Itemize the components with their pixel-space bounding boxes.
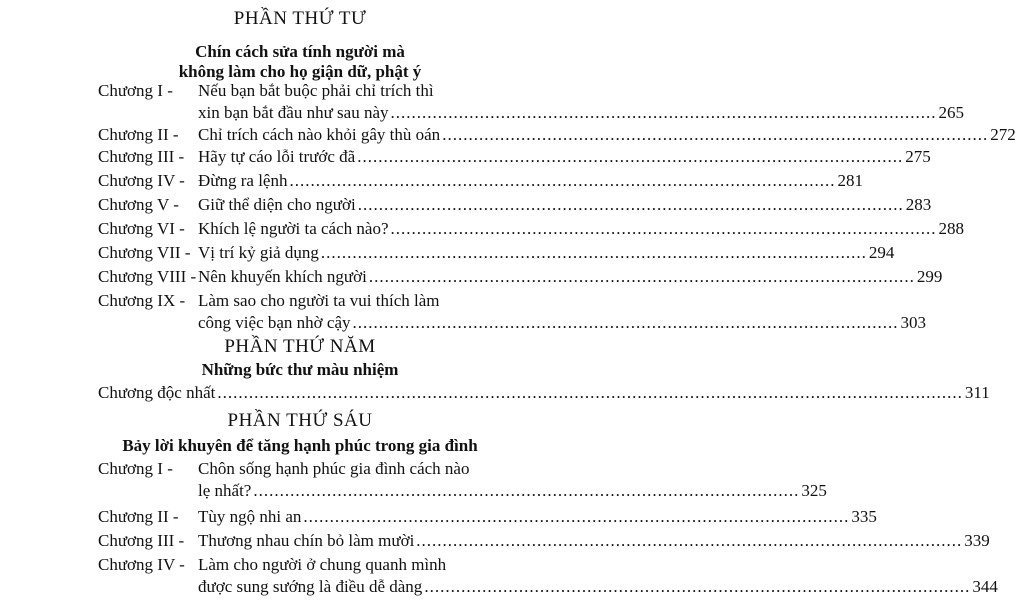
chapter-title-line: Làm sao cho người ta vui thích làm: [198, 291, 440, 310]
page-number: 303: [900, 313, 926, 332]
chapter-label: Chương IX -: [98, 291, 186, 310]
chapter-title-line: Nên khuyến khích người: [198, 267, 367, 286]
part-6-heading-line-1: Bảy lời khuyên để tăng hạnh phúc trong gia đình: [122, 436, 478, 455]
chapter-label: Chương II -: [98, 507, 179, 526]
chapter-title-line: công việc bạn nhờ cậy: [198, 313, 351, 332]
chapter-title-line: Vị trí kỷ giả dụng: [198, 243, 319, 262]
part-5-title: PHẦN THỨ NĂM: [224, 336, 376, 357]
toc-entry[interactable]: [98, 554, 998, 598]
part-4-heading-line-1: Chín cách sửa tính người mà: [195, 42, 405, 61]
chapter-title-line: Chôn sống hạnh phúc gia đình cách nào: [198, 459, 470, 478]
page-number: 275: [905, 147, 931, 166]
leader-dots: ........................................................................................................: [442, 125, 989, 144]
leader-dots: ........................................................................................................: [390, 219, 937, 238]
chapter-title-line: Thương nhau chín bỏ làm mười: [198, 531, 415, 550]
page-number: 335: [851, 507, 877, 526]
page-number: 339: [964, 531, 990, 550]
part-5-heading-line-1: Những bức thư màu nhiệm: [201, 360, 399, 379]
leader-dots: ........................................................................................................: [303, 507, 850, 526]
toc-entry[interactable]: [98, 382, 990, 404]
part-6-heading: [0, 436, 600, 456]
page-number: 288: [938, 219, 964, 238]
chapter-title-line: lẹ nhất?: [198, 481, 252, 500]
chapter-title-line: Làm cho người ở chung quanh mình: [198, 555, 447, 574]
chapter-label: Chương IV -: [98, 171, 185, 190]
toc-entry[interactable]: [98, 290, 926, 334]
leader-dots: ........................................................................................................: [357, 195, 904, 214]
leader-dots: ..............................................................................................................................................: [217, 383, 963, 402]
part-5-heading: [0, 360, 600, 380]
chapter-title-line: Đừng ra lệnh: [198, 171, 288, 190]
chapter-title-line: Giữ thể diện cho người: [198, 195, 356, 214]
leader-dots: ........................................................................................................: [320, 243, 867, 262]
chapter-title-line: Hãy tự cáo lỗi trước đã: [198, 147, 356, 166]
chapter-label: Chương VI -: [98, 219, 185, 238]
chapter-label: Chương I -: [98, 81, 173, 100]
page-number: 265: [938, 103, 965, 122]
leader-dots: ........................................................................................................: [390, 103, 937, 122]
chapter-label: Chương VII -: [98, 243, 191, 262]
chapter-label: Chương VIII -: [98, 267, 197, 286]
page-number: 294: [868, 243, 895, 262]
chapter-label: Chương III -: [98, 531, 185, 550]
chapter-title-line: Tùy ngộ nhi an: [198, 507, 302, 526]
chapter-label: Chương III -: [98, 147, 185, 166]
page-number: 344: [972, 577, 998, 596]
part-4-heading: [0, 42, 600, 82]
chapter-title-line: được sung sướng là điều dễ dàng: [198, 577, 423, 596]
leader-dots: ........................................................................................................: [253, 481, 800, 500]
page-number: 325: [801, 481, 827, 500]
chapter-label: Chương II -: [98, 125, 179, 144]
page-number: 283: [905, 195, 932, 214]
chapter-label: Chương V -: [98, 195, 179, 214]
chapter-title-line: Chương độc nhất: [98, 383, 216, 402]
toc-entry[interactable]: [98, 80, 965, 124]
part-4-heading-line-2: không làm cho họ giận dữ, phật ý: [178, 62, 422, 81]
page-number: 272: [990, 125, 1016, 144]
chapter-title-line: xin bạn bắt đầu như sau này: [198, 103, 389, 122]
page-number: 281: [837, 171, 863, 190]
chapter-label: Chương IV -: [98, 555, 185, 574]
leader-dots: ........................................................................................................: [368, 267, 915, 286]
leader-dots: ........................................................................................................: [416, 531, 963, 550]
chapter-label: Chương I -: [98, 459, 173, 478]
part-6-title: PHẦN THỨ SÁU: [227, 410, 373, 431]
part-4-title: PHẦN THỨ TƯ: [233, 8, 367, 29]
leader-dots: ........................................................................................................: [289, 171, 836, 190]
leader-dots: ........................................................................................................: [352, 313, 899, 332]
chapter-title-line: Khích lệ người ta cách nào?: [198, 219, 389, 238]
toc-entry[interactable]: [98, 458, 827, 502]
page-number: 311: [964, 383, 990, 402]
chapter-title-line: Nếu bạn bắt buộc phải chỉ trích thì: [198, 81, 434, 100]
chapter-title-line: Chỉ trích cách nào khỏi gây thù oán: [198, 125, 441, 144]
page-number: 299: [916, 267, 943, 286]
leader-dots: ........................................................................................................: [357, 147, 904, 166]
leader-dots: ........................................................................................................: [424, 577, 971, 596]
